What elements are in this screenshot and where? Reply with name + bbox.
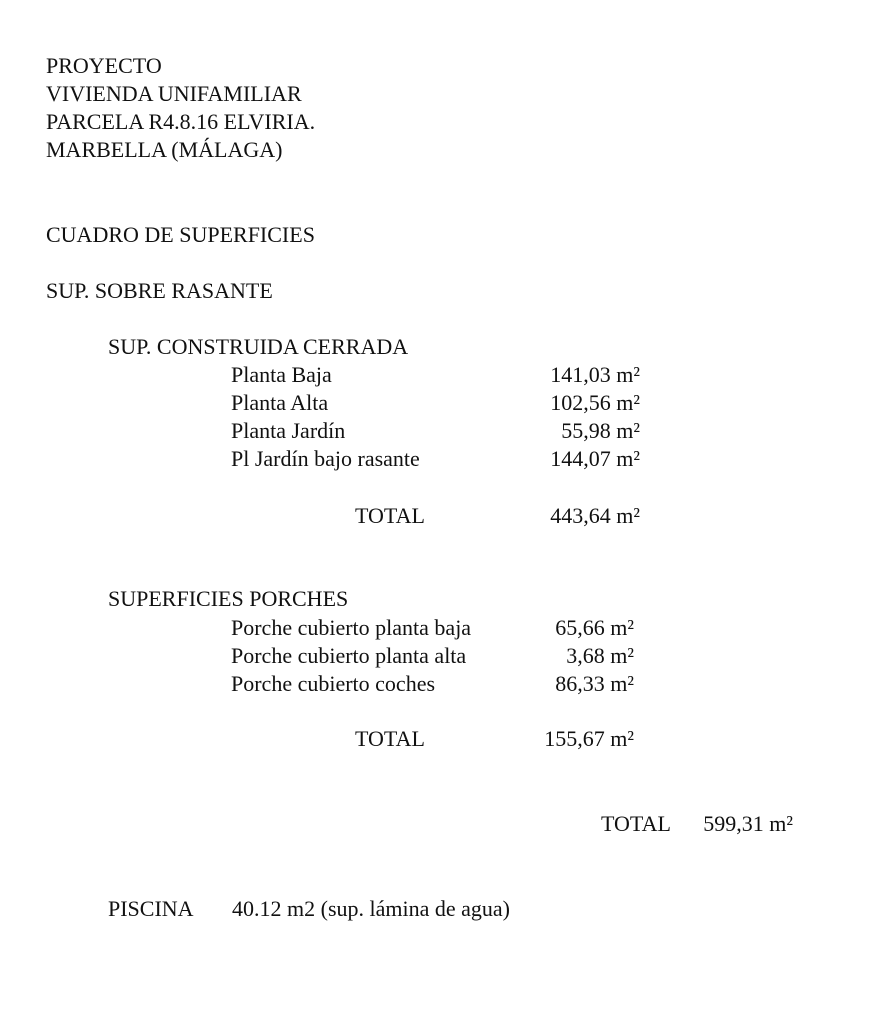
cerrada-row-label: Planta Alta <box>231 390 329 415</box>
cerrada-total-label: TOTAL <box>355 503 425 528</box>
porches-heading: SUPERFICIES PORCHES <box>108 586 349 611</box>
project-parcel: PARCELA R4.8.16 ELVIRIA. <box>46 109 316 134</box>
cerrada-heading: SUP. CONSTRUIDA CERRADA <box>108 334 409 359</box>
porches-row-label: Porche cubierto coches <box>231 671 436 696</box>
project-label: PROYECTO <box>46 53 162 78</box>
section-subtitle: SUP. SOBRE RASANTE <box>46 278 273 303</box>
grand-total-label: TOTAL <box>601 811 671 836</box>
cerrada-row-label: Pl Jardín bajo rasante <box>231 446 420 471</box>
cerrada-row-value: 144,07 m² <box>550 446 640 471</box>
porches-row-label: Porche cubierto planta alta <box>231 643 467 668</box>
porches-total-value: 155,67 m² <box>544 726 634 751</box>
cerrada-row-label: Planta Baja <box>231 362 332 387</box>
piscina-label: PISCINA <box>108 896 194 921</box>
project-location: MARBELLA (MÁLAGA) <box>46 137 283 162</box>
piscina-value: 40.12 m2 (sup. lámina de agua) <box>232 896 510 921</box>
project-type: VIVIENDA UNIFAMILIAR <box>46 81 302 106</box>
porches-total-label: TOTAL <box>355 726 425 751</box>
cerrada-row-label: Planta Jardín <box>231 418 346 443</box>
cerrada-total-value: 443,64 m² <box>550 503 640 528</box>
cerrada-row-value: 55,98 m² <box>561 418 640 443</box>
cerrada-row-value: 141,03 m² <box>550 362 640 387</box>
document-title: CUADRO DE SUPERFICIES <box>46 222 315 247</box>
grand-total-value: 599,31 m² <box>703 811 793 836</box>
porches-row-value: 65,66 m² <box>555 615 634 640</box>
porches-row-value: 86,33 m² <box>555 671 634 696</box>
porches-row-value: 3,68 m² <box>566 643 634 668</box>
porches-row-label: Porche cubierto planta baja <box>231 615 472 640</box>
cerrada-row-value: 102,56 m² <box>550 390 640 415</box>
